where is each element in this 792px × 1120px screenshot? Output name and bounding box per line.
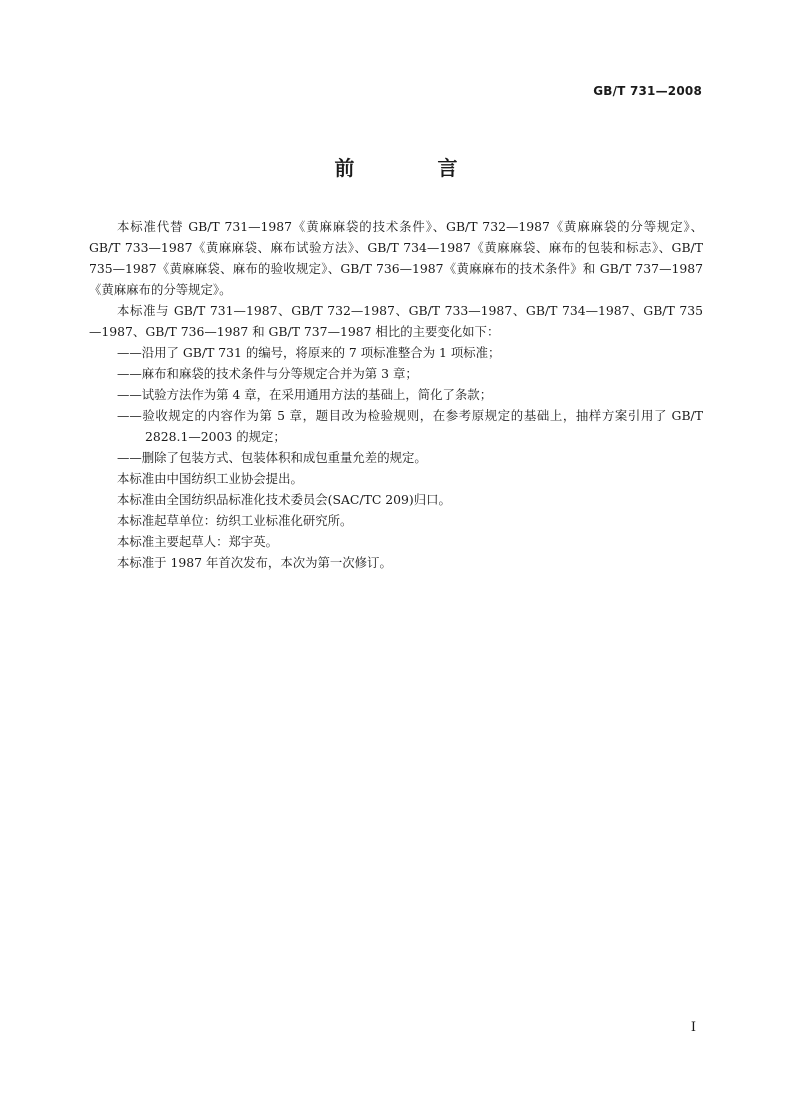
change-item: ——验收规定的内容作为第 5 章，题目改为检验规则，在参考原规定的基础上，抽样方案引用了 GB/T 2828.1—2003 的规定；	[117, 408, 703, 444]
paragraph-proposer: 本标准由中国纺织工业协会提出。	[117, 471, 303, 486]
paragraph-changes-intro: 本标准与 GB/T 731—1987、GB/T 732—1987、GB/T 733—1987、GB/T 734—1987、GB/T 735—1987、GB/T 736—1987 和 GB/T 737—1987 相比的主要变化如下：	[89, 303, 703, 339]
paragraph-history: 本标准于 1987 年首次发布，本次为第一次修订。	[117, 555, 392, 570]
paragraph-drafting-unit: 本标准起草单位：纺织工业标准化研究所。	[117, 513, 353, 528]
change-item: ——沿用了 GB/T 731 的编号，将原来的 7 项标准整合为 1 项标准；	[117, 345, 501, 360]
paragraph-replacement: 本标准代替 GB/T 731—1987《黄麻麻袋的技术条件》、GB/T 732—1987《黄麻麻袋的分等规定》、GB/T 733—1987《黄麻麻袋、麻布试验方法》、GB/T 734—1987《黄麻麻袋、麻布的包装和标志》、GB/T 735—1987《黄麻麻袋、麻布的验收规定》、GB/T 736—1987《黄麻麻布的技术条件》和 GB/T 737—1987《黄麻麻布的分等规定》。	[89, 219, 703, 297]
page-number: I	[690, 1020, 696, 1035]
paragraph-drafters: 本标准主要起草人：郑宇英。	[117, 534, 279, 549]
standard-code: GB/T 731—2008	[593, 84, 702, 98]
document-body	[89, 216, 703, 573]
page-title: 前 言	[334, 156, 496, 180]
change-item: ——麻布和麻袋的技术条件与分等规定合并为第 3 章；	[117, 366, 418, 381]
change-item: ——试验方法作为第 4 章，在采用通用方法的基础上，简化了条款；	[117, 387, 493, 402]
change-item: ——删除了包装方式、包装体积和成包重量允差的规定。	[117, 450, 427, 465]
paragraph-committee: 本标准由全国纺织品标准化技术委员会(SAC/TC 209)归口。	[117, 492, 451, 507]
